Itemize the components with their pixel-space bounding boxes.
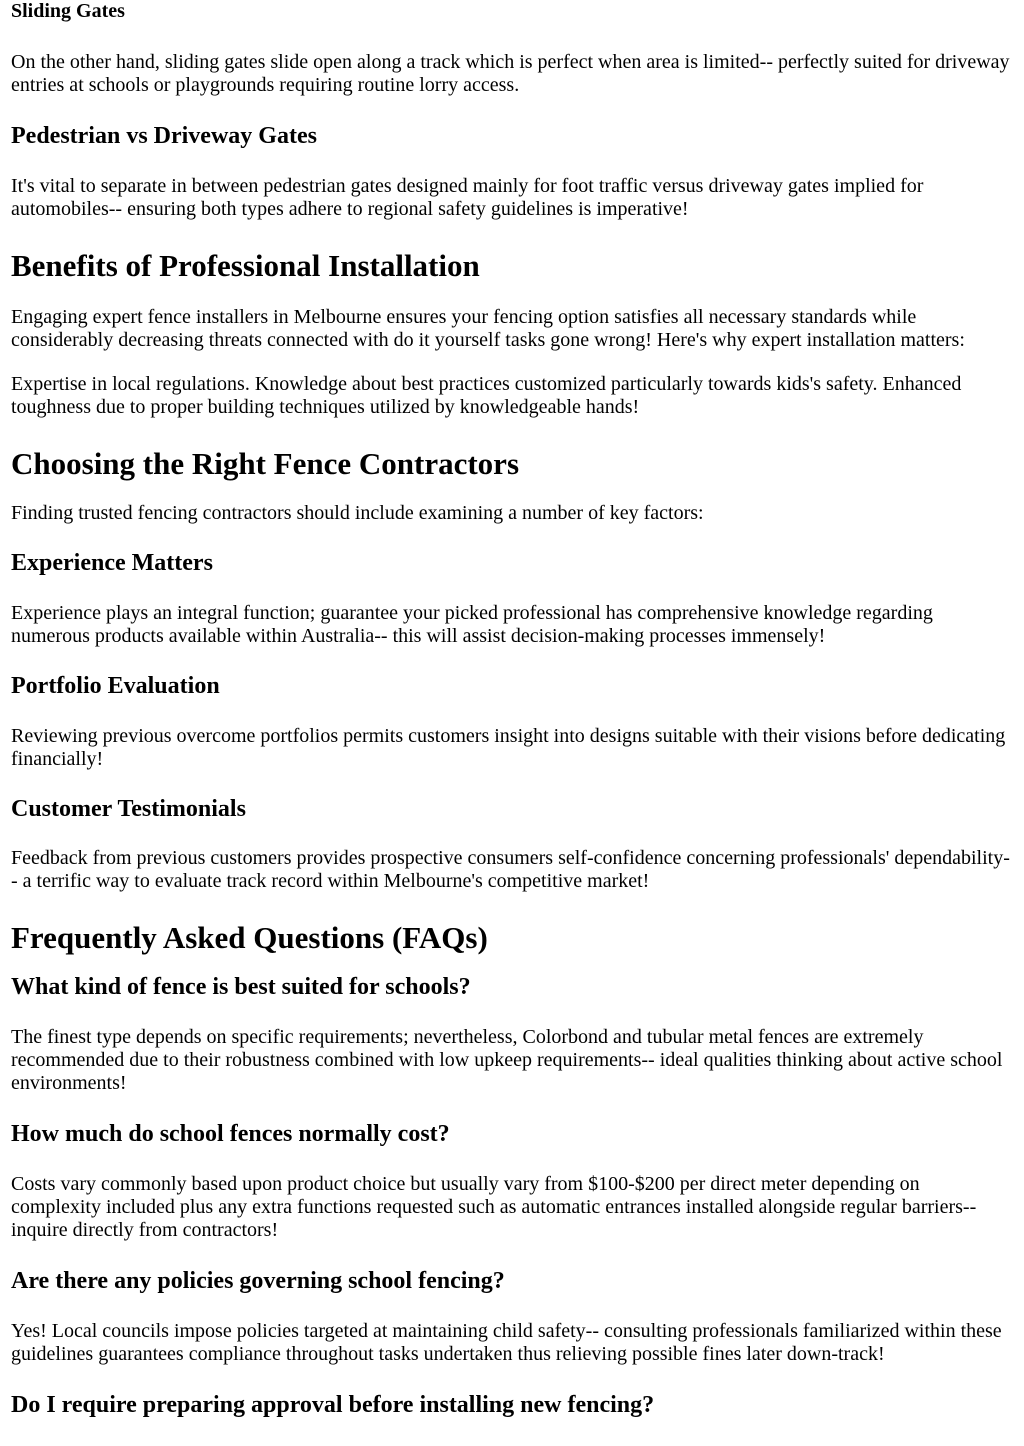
- faq-answer: The finest type depends on specific requirements; nevertheless, Colorbond and tubular metal fences are extremely recommended due to their robustness combined with low upkeep requirements-- ideal qualities thinking about active school environments!: [11, 1026, 1003, 1094]
- choosing-contractors-heading: Choosing the Right Fence Contractors: [11, 446, 520, 481]
- pedestrian-vs-driveway-heading: Pedestrian vs Driveway Gates: [11, 123, 317, 149]
- benefits-intro-paragraph: Engaging expert fence installers in Melbourne ensures your fencing option satisfies all necessary standards while considerably decreasing threats connected with do it yourself tasks gone wrong! Here's why expert installation matters:: [11, 306, 965, 351]
- faq-question: What kind of fence is best suited for schools?: [11, 974, 471, 1000]
- sliding-gates-paragraph: On the other hand, sliding gates slide open along a track which is perfect when area is limited-- perfectly suited for driveway entries at schools or playgrounds requiring routine lorry access.: [11, 51, 1010, 96]
- faqs-heading: Frequently Asked Questions (FAQs): [11, 920, 488, 955]
- choosing-intro-paragraph: Finding trusted fencing contractors should include examining a number of key factors:: [11, 502, 704, 524]
- portfolio-paragraph: Reviewing previous overcome portfolios permits customers insight into designs suitable with their visions before dedicating financially!: [11, 725, 1006, 770]
- faq-question: Are there any policies governing school fencing?: [11, 1268, 505, 1294]
- pedestrian-vs-driveway-paragraph: It's vital to separate in between pedestrian gates designed mainly for foot traffic versus driveway gates implied for automobiles-- ensuring both types adhere to regional safety guidelines is imperative!: [11, 175, 924, 220]
- benefits-points-paragraph: Expertise in local regulations. Knowledge about best practices customized particularly towards kids's safety. Enhanced toughness due to proper building techniques utilized by knowledgeable hands!: [11, 373, 962, 418]
- sliding-gates-heading: Sliding Gates: [11, 0, 125, 22]
- testimonials-heading: Customer Testimonials: [11, 796, 246, 822]
- experience-heading: Experience Matters: [11, 550, 213, 576]
- testimonials-paragraph: Feedback from previous customers provides prospective consumers self-confidence concerning professionals' dependability-- a terrific way to evaluate track record within Melbourne's competitive market!: [11, 847, 1010, 892]
- experience-paragraph: Experience plays an integral function; guarantee your picked professional has comprehensive knowledge regarding numerous products available within Australia-- this will assist decision-making processes immensely!: [11, 602, 933, 647]
- faq-question: How much do school fences normally cost?: [11, 1121, 450, 1147]
- benefits-heading: Benefits of Professional Installation: [11, 248, 480, 283]
- portfolio-heading: Portfolio Evaluation: [11, 673, 220, 699]
- faq-question: Do I require preparing approval before installing new fencing?: [11, 1392, 655, 1418]
- faq-answer: Costs vary commonly based upon product choice but usually vary from $100-$200 per direct meter depending on complexity included plus any extra functions requested such as automatic entrances installed alongside regular barriers-- inquire directly from contractors!: [11, 1173, 977, 1241]
- faq-answer: Yes! Local councils impose policies targeted at maintaining child safety-- consulting professionals familiarized within these guidelines guarantees compliance throughout tasks undertaken thus relieving possible fines later down-track!: [11, 1320, 1002, 1365]
